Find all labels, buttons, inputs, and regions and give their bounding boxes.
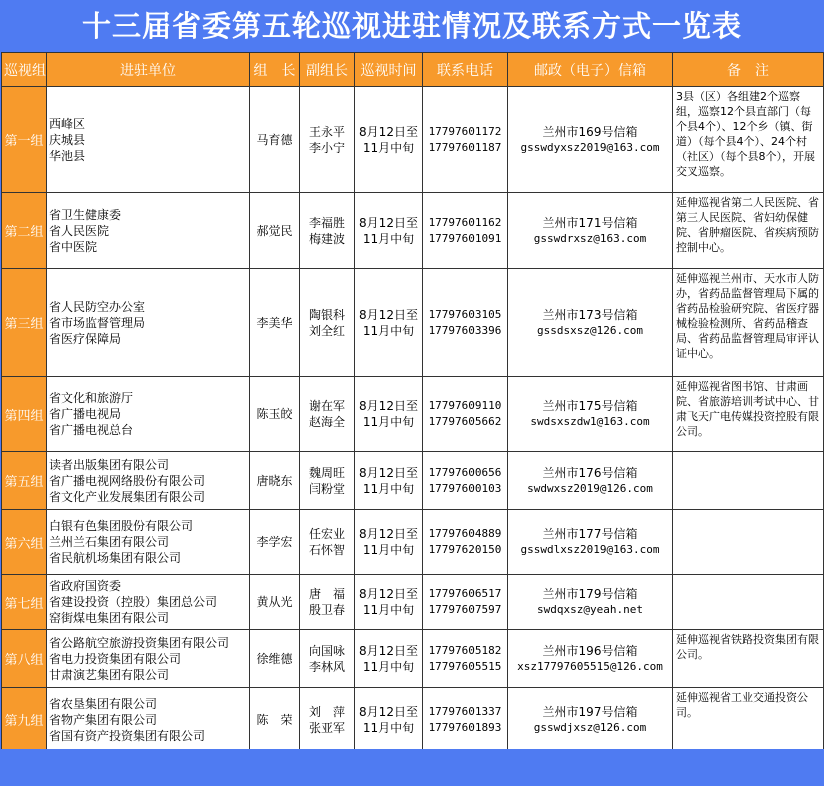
header-mail: 邮政（电子）信箱	[508, 53, 673, 87]
deputy-cell	[300, 269, 355, 377]
unit-name: 省文化产业发展集团有限公司	[49, 489, 206, 504]
units-cell	[47, 87, 250, 193]
header-units: 进驻单位	[47, 53, 250, 87]
note-cell	[673, 575, 824, 630]
table-row	[2, 688, 824, 752]
email-link[interactable]: gssdsxsz@126.com	[537, 323, 643, 337]
note-cell: 3县（区）各组建2个巡察组，巡察12个县直部门（每个县4个）、12个乡（镇、街道）（每个县4个）、24个村（社区）（每个县8个），开展交叉巡察。	[673, 87, 824, 193]
table-row	[2, 269, 824, 377]
time-cell	[355, 452, 423, 510]
units-cell	[47, 193, 250, 269]
deputy-name: 刘 萍	[308, 704, 345, 719]
time-line: 11月中旬	[362, 659, 415, 674]
unit-name: 华池县	[49, 148, 86, 163]
note-cell: 延伸巡视省工业交通投资公司。	[673, 688, 824, 752]
time-line: 11月中旬	[362, 543, 415, 557]
time-line: 8月12日至	[359, 527, 418, 541]
unit-name: 省电力投资集团有限公司	[49, 651, 182, 666]
units-cell	[47, 377, 250, 452]
group-cell: 第八组	[2, 630, 47, 688]
deputy-name: 闫粉堂	[308, 481, 345, 496]
group-cell: 第一组	[2, 87, 47, 193]
phone-cell	[423, 452, 508, 510]
email-link[interactable]: swdwxsz2019@126.com	[527, 481, 653, 495]
units-cell	[47, 630, 250, 688]
email-link[interactable]: gsswdrxsz@163.com	[533, 231, 647, 245]
deputy-name: 向国咏	[308, 643, 345, 658]
group-cell: 第三组	[2, 269, 47, 377]
phone-cell	[423, 269, 508, 377]
note-cell: 延伸巡视省第二人民医院、省第三人民医院、省妇幼保健院、省肿瘤医院、省疾病预防控制中心。	[673, 193, 824, 269]
phone-number: 17797620150	[428, 543, 502, 556]
phone-number: 17797603105	[428, 307, 502, 321]
group-cell: 第七组	[2, 575, 47, 630]
unit-name: 省卫生健康委	[49, 207, 122, 222]
phone-cell	[423, 377, 508, 452]
unit-name: 省文化和旅游厅	[49, 391, 134, 405]
deputy-cell	[300, 510, 355, 575]
leader-cell: 黄从光	[250, 575, 300, 630]
unit-name: 省政府国资委	[49, 579, 122, 593]
deputy-name: 殷卫春	[308, 603, 345, 617]
deputy-cell	[300, 688, 355, 752]
postal-box: 兰州市177号信箱	[542, 527, 638, 541]
time-cell	[355, 575, 423, 630]
mail-cell	[508, 269, 673, 377]
units-cell	[47, 269, 250, 377]
phone-number: 17797605182	[428, 643, 502, 657]
table-row	[2, 575, 824, 630]
phone-number: 17797601337	[428, 704, 502, 718]
time-line: 8月12日至	[359, 215, 418, 230]
table-row	[2, 87, 824, 193]
header-phone: 联系电话	[423, 53, 508, 87]
mail-cell	[508, 87, 673, 193]
table-row	[2, 510, 824, 575]
deputy-name: 李小宁	[308, 140, 345, 155]
unit-name: 省公路航空旅游投资集团有限公司	[49, 635, 230, 650]
deputy-name: 石怀智	[308, 543, 345, 557]
unit-name: 省建设投资（控股）集团总公司	[49, 595, 218, 609]
group-cell: 第六组	[2, 510, 47, 575]
header-leader: 组 长	[250, 53, 300, 87]
unit-name: 省广播电视总台	[49, 423, 134, 437]
deputy-name: 李福胜	[308, 215, 345, 230]
unit-name: 省广播电视局	[49, 407, 122, 421]
leader-cell: 马育德	[250, 87, 300, 193]
group-cell: 第二组	[2, 193, 47, 269]
deputy-name: 陶银科	[308, 307, 345, 322]
units-cell	[47, 452, 250, 510]
phone-cell	[423, 193, 508, 269]
phone-cell	[423, 688, 508, 752]
phone-number: 17797601893	[428, 720, 502, 734]
time-line: 11月中旬	[362, 603, 415, 617]
postal-box: 兰州市176号信箱	[542, 465, 638, 480]
time-line: 8月12日至	[359, 307, 418, 322]
time-line: 11月中旬	[362, 231, 415, 246]
table-row	[2, 630, 824, 688]
deputy-name: 张亚军	[308, 720, 345, 735]
page-title: 十三届省委第五轮巡视进驻情况及联系方式一览表	[0, 0, 824, 52]
deputy-name: 李林风	[308, 659, 345, 674]
mail-cell	[508, 193, 673, 269]
note-cell	[673, 452, 824, 510]
units-cell	[47, 575, 250, 630]
unit-name: 省人民医院	[49, 223, 110, 238]
deputy-cell	[300, 452, 355, 510]
postal-box: 兰州市171号信箱	[542, 215, 638, 230]
phone-number: 17797607597	[428, 603, 502, 616]
email-link[interactable]: swdqxsz@yeah.net	[537, 603, 643, 616]
leader-cell: 郝觉民	[250, 193, 300, 269]
unit-name: 兰州兰石集团有限公司	[49, 535, 170, 549]
phone-cell	[423, 630, 508, 688]
units-cell	[47, 688, 250, 752]
table-row	[2, 193, 824, 269]
email-link[interactable]: swdsxszdw1@163.com	[530, 415, 650, 428]
time-line: 8月12日至	[359, 704, 418, 719]
phone-number: 17797605662	[428, 415, 502, 428]
time-cell	[355, 87, 423, 193]
deputy-name: 魏周旺	[308, 465, 345, 480]
table-row	[2, 452, 824, 510]
note-cell: 延伸巡视省铁路投资集团有限公司。	[673, 630, 824, 688]
time-line: 8月12日至	[359, 587, 418, 601]
unit-name: 白银有色集团股份有限公司	[49, 519, 194, 533]
time-line: 8月12日至	[359, 465, 418, 480]
unit-name: 省广播电视网络股份有限公司	[49, 473, 206, 488]
deputy-name: 王永平	[308, 124, 345, 139]
time-cell	[355, 630, 423, 688]
mail-cell	[508, 452, 673, 510]
time-cell	[355, 193, 423, 269]
postal-box: 兰州市197号信箱	[542, 704, 638, 719]
postal-box: 兰州市175号信箱	[542, 399, 638, 413]
deputy-name: 刘全红	[308, 323, 345, 338]
header-time: 巡视时间	[355, 53, 423, 87]
deputy-cell	[300, 575, 355, 630]
email-link[interactable]: gsswdlxsz2019@163.com	[520, 543, 660, 556]
unit-name: 省农垦集团有限公司	[49, 696, 158, 711]
leader-cell: 李美华	[250, 269, 300, 377]
phone-number: 17797609110	[428, 399, 502, 412]
phone-cell	[423, 87, 508, 193]
time-cell	[355, 688, 423, 752]
deputy-cell	[300, 630, 355, 688]
header-deputy: 副组长	[300, 53, 355, 87]
mail-cell	[508, 377, 673, 452]
deputy-name: 谢在军	[308, 399, 345, 413]
unit-name: 省国有资产投资集团有限公司	[49, 728, 206, 743]
phone-cell	[423, 510, 508, 575]
leader-cell: 陈玉皎	[250, 377, 300, 452]
time-line: 11月中旬	[362, 323, 415, 338]
deputy-name: 梅建波	[308, 231, 345, 246]
time-line: 11月中旬	[362, 481, 415, 496]
units-cell	[47, 510, 250, 575]
unit-name: 省人民防空办公室	[49, 299, 146, 314]
time-line: 11月中旬	[362, 415, 415, 429]
unit-name: 庆城县	[49, 132, 86, 147]
time-line: 11月中旬	[362, 140, 415, 155]
unit-name: 读者出版集团有限公司	[49, 457, 170, 472]
phone-number: 17797601187	[428, 140, 502, 154]
leader-cell: 李学宏	[250, 510, 300, 575]
header-group: 巡视组	[2, 53, 47, 87]
phone-number: 17797600656	[428, 465, 502, 479]
deputy-cell	[300, 193, 355, 269]
mail-cell	[508, 575, 673, 630]
inspection-table	[1, 52, 824, 752]
phone-cell	[423, 575, 508, 630]
time-line: 8月12日至	[359, 643, 418, 658]
mail-cell	[508, 510, 673, 575]
deputy-name: 唐 福	[308, 587, 345, 601]
unit-name: 省中医院	[49, 239, 98, 254]
header-row	[2, 53, 824, 87]
email-link[interactable]: xsz17797605515@126.com	[517, 659, 663, 673]
table-row	[2, 377, 824, 452]
unit-name: 省物产集团有限公司	[49, 712, 158, 727]
phone-number: 17797601091	[428, 231, 502, 245]
time-cell	[355, 510, 423, 575]
group-cell: 第五组	[2, 452, 47, 510]
unit-name: 省民航机场集团有限公司	[49, 551, 182, 565]
header-note: 备 注	[673, 53, 824, 87]
note-cell	[673, 510, 824, 575]
mail-cell	[508, 630, 673, 688]
deputy-cell	[300, 377, 355, 452]
time-cell	[355, 377, 423, 452]
phone-number: 17797606517	[428, 587, 502, 600]
postal-box: 兰州市179号信箱	[542, 587, 638, 601]
unit-name: 甘肃演艺集团有限公司	[49, 667, 170, 682]
phone-number: 17797605515	[428, 659, 502, 673]
time-cell	[355, 269, 423, 377]
unit-name: 窑街煤电集团有限公司	[49, 611, 170, 625]
unit-name: 省市场监督管理局	[49, 315, 146, 330]
phone-number: 17797601162	[428, 215, 502, 229]
postal-box: 兰州市169号信箱	[542, 124, 638, 139]
phone-number: 17797603396	[428, 323, 502, 337]
mail-cell	[508, 688, 673, 752]
deputy-name: 任宏业	[308, 527, 345, 541]
time-line: 8月12日至	[359, 124, 418, 139]
unit-name: 省医疗保障局	[49, 331, 122, 346]
leader-cell: 陈 荣	[250, 688, 300, 752]
note-cell: 延伸巡视兰州市、天水市人防办，省药品监督管理局下属的省药品检验研究院、省医疗器械检验检测所、省药品稽查局、省药品监督管理局审评认证中心。	[673, 269, 824, 377]
group-cell: 第四组	[2, 377, 47, 452]
phone-number: 17797604889	[428, 527, 502, 540]
group-cell: 第九组	[2, 688, 47, 752]
phone-number: 17797601172	[428, 124, 502, 138]
time-line: 8月12日至	[359, 399, 418, 413]
leader-cell: 徐维德	[250, 630, 300, 688]
postal-box: 兰州市196号信箱	[542, 643, 638, 658]
email-link[interactable]: gsswdyxsz2019@163.com	[520, 140, 660, 154]
leader-cell: 唐晓东	[250, 452, 300, 510]
time-line: 11月中旬	[362, 720, 415, 735]
postal-box: 兰州市173号信箱	[542, 307, 638, 322]
phone-number: 17797600103	[428, 481, 502, 495]
deputy-name: 赵海全	[308, 415, 345, 429]
email-link[interactable]: gsswdjxsz@126.com	[533, 720, 647, 734]
unit-name: 西峰区	[49, 116, 86, 131]
footer-bar	[0, 749, 824, 786]
note-cell: 延伸巡视省图书馆、甘肃画院、省旅游培训考试中心、甘肃飞天广电传媒投资控股有限公司。	[673, 377, 824, 452]
deputy-cell	[300, 87, 355, 193]
